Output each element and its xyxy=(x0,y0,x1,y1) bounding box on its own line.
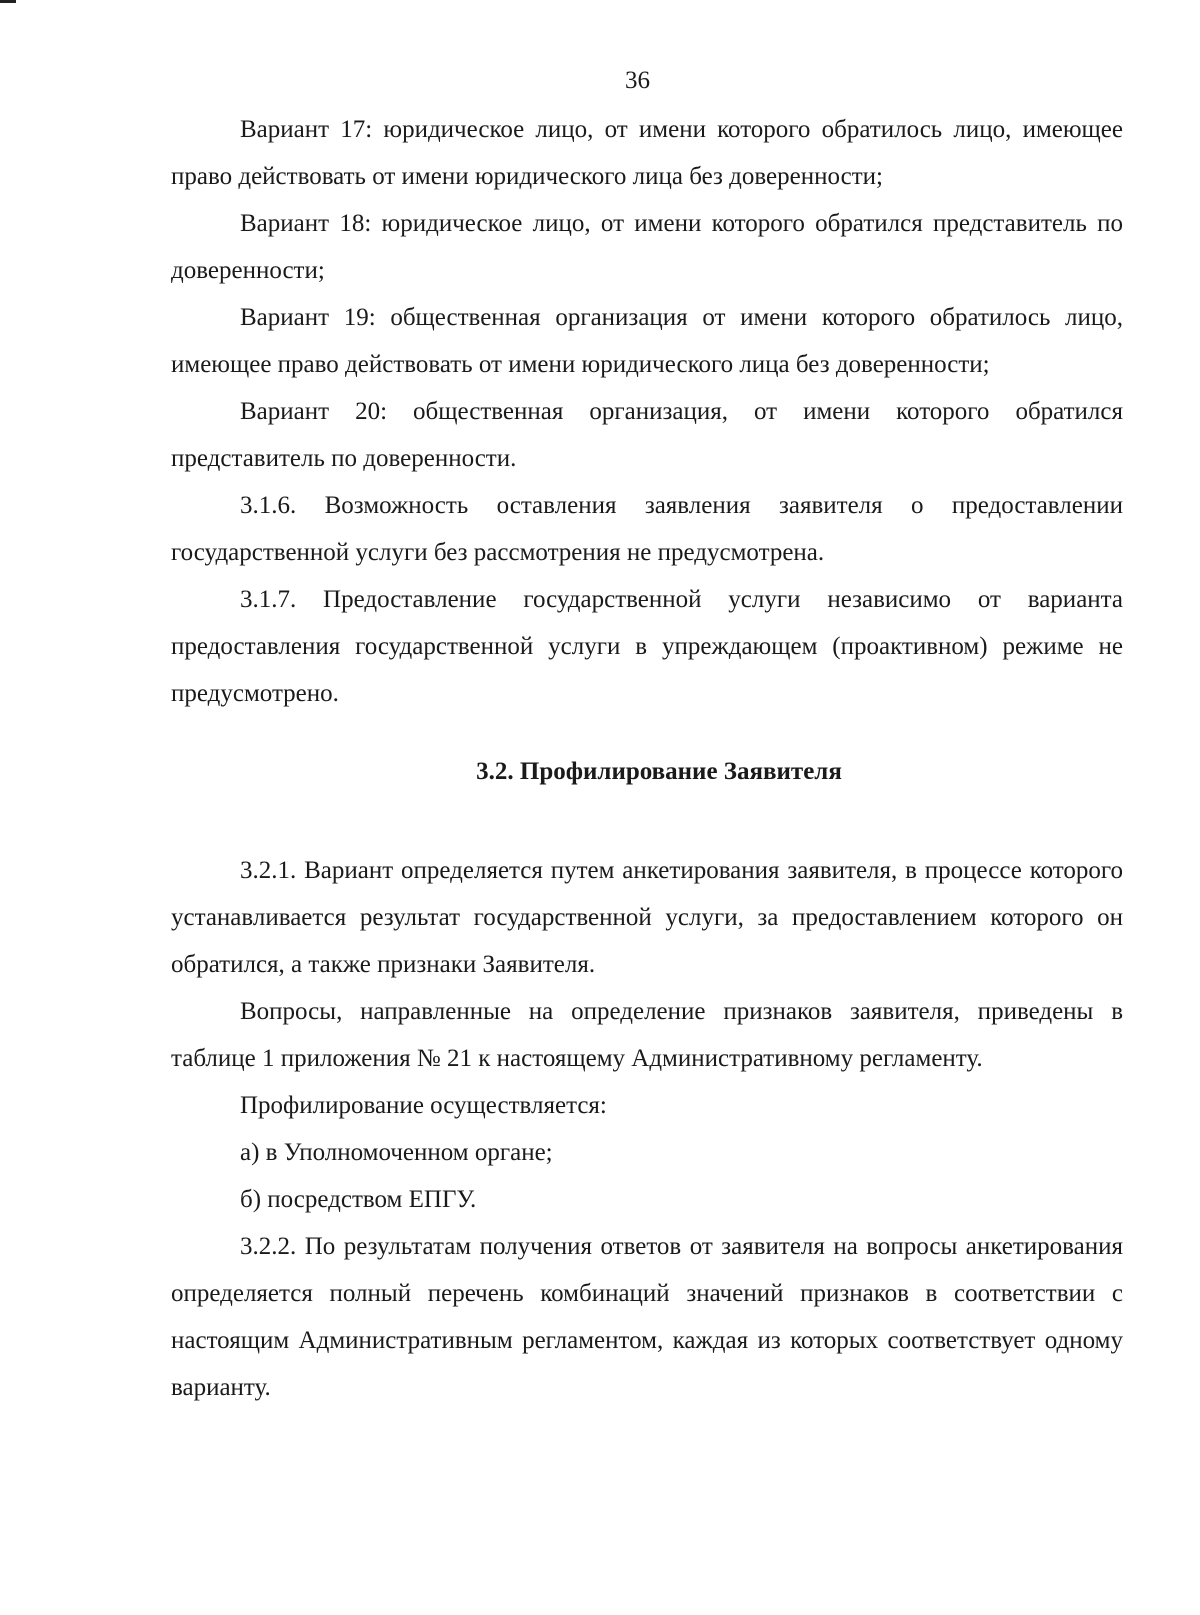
paragraph-3-2-1: 3.2.1. Вариант определяется путем анкетирования заявителя, в процессе которого устанавливается результат государственной услуги, за предоставлением которого он обратился, а также признаки Заявителя. xyxy=(171,857,1123,978)
scan-corner-mark xyxy=(0,0,16,3)
paragraph-questions: Вопросы, направленные на определение признаков заявителя, приведены в таблице 1 приложения № 21 к настоящему Административному регламенту. xyxy=(171,998,1123,1072)
paragraph-3-1-6: 3.1.6. Возможность оставления заявления заявителя о предоставлении государственной услуги без рассмотрения не предусмотрена. xyxy=(171,492,1123,566)
list-item-b: б) посредством ЕПГУ. xyxy=(240,1186,477,1213)
paragraph-variant-17: Вариант 17: юридическое лицо, от имени которого обратилось лицо, имеющее право действовать от имени юридического лица без доверенности; xyxy=(171,116,1123,190)
document-body xyxy=(171,106,1123,1411)
page-number: 36 xyxy=(625,67,650,94)
paragraph-3-1-7: 3.1.7. Предоставление государственной услуги независимо от варианта предоставления государственной услуги в упреждающем (проактивном) режиме не предусмотрено. xyxy=(171,586,1123,707)
section-heading: 3.2. Профилирование Заявителя xyxy=(476,758,842,785)
paragraph-3-2-2: 3.2.2. По результатам получения ответов от заявителя на вопросы анкетирования определяется полный перечень комбинаций значений признаков в соответствии с настоящим Административным регламентом, каждая из которых соответствует одному варианту. xyxy=(171,1233,1123,1401)
paragraph-variant-20: Вариант 20: общественная организация, от имени которого обратился представитель по доверенности. xyxy=(171,398,1123,472)
paragraph-variant-18: Вариант 18: юридическое лицо, от имени которого обратился представитель по доверенности; xyxy=(171,210,1123,284)
paragraph-profiling-intro: Профилирование осуществляется: xyxy=(240,1092,607,1119)
paragraph-variant-19: Вариант 19: общественная организация от имени которого обратилось лицо, имеющее право действовать от имени юридического лица без доверенности; xyxy=(171,304,1123,378)
list-item-a: а) в Уполномоченном органе; xyxy=(240,1139,553,1166)
